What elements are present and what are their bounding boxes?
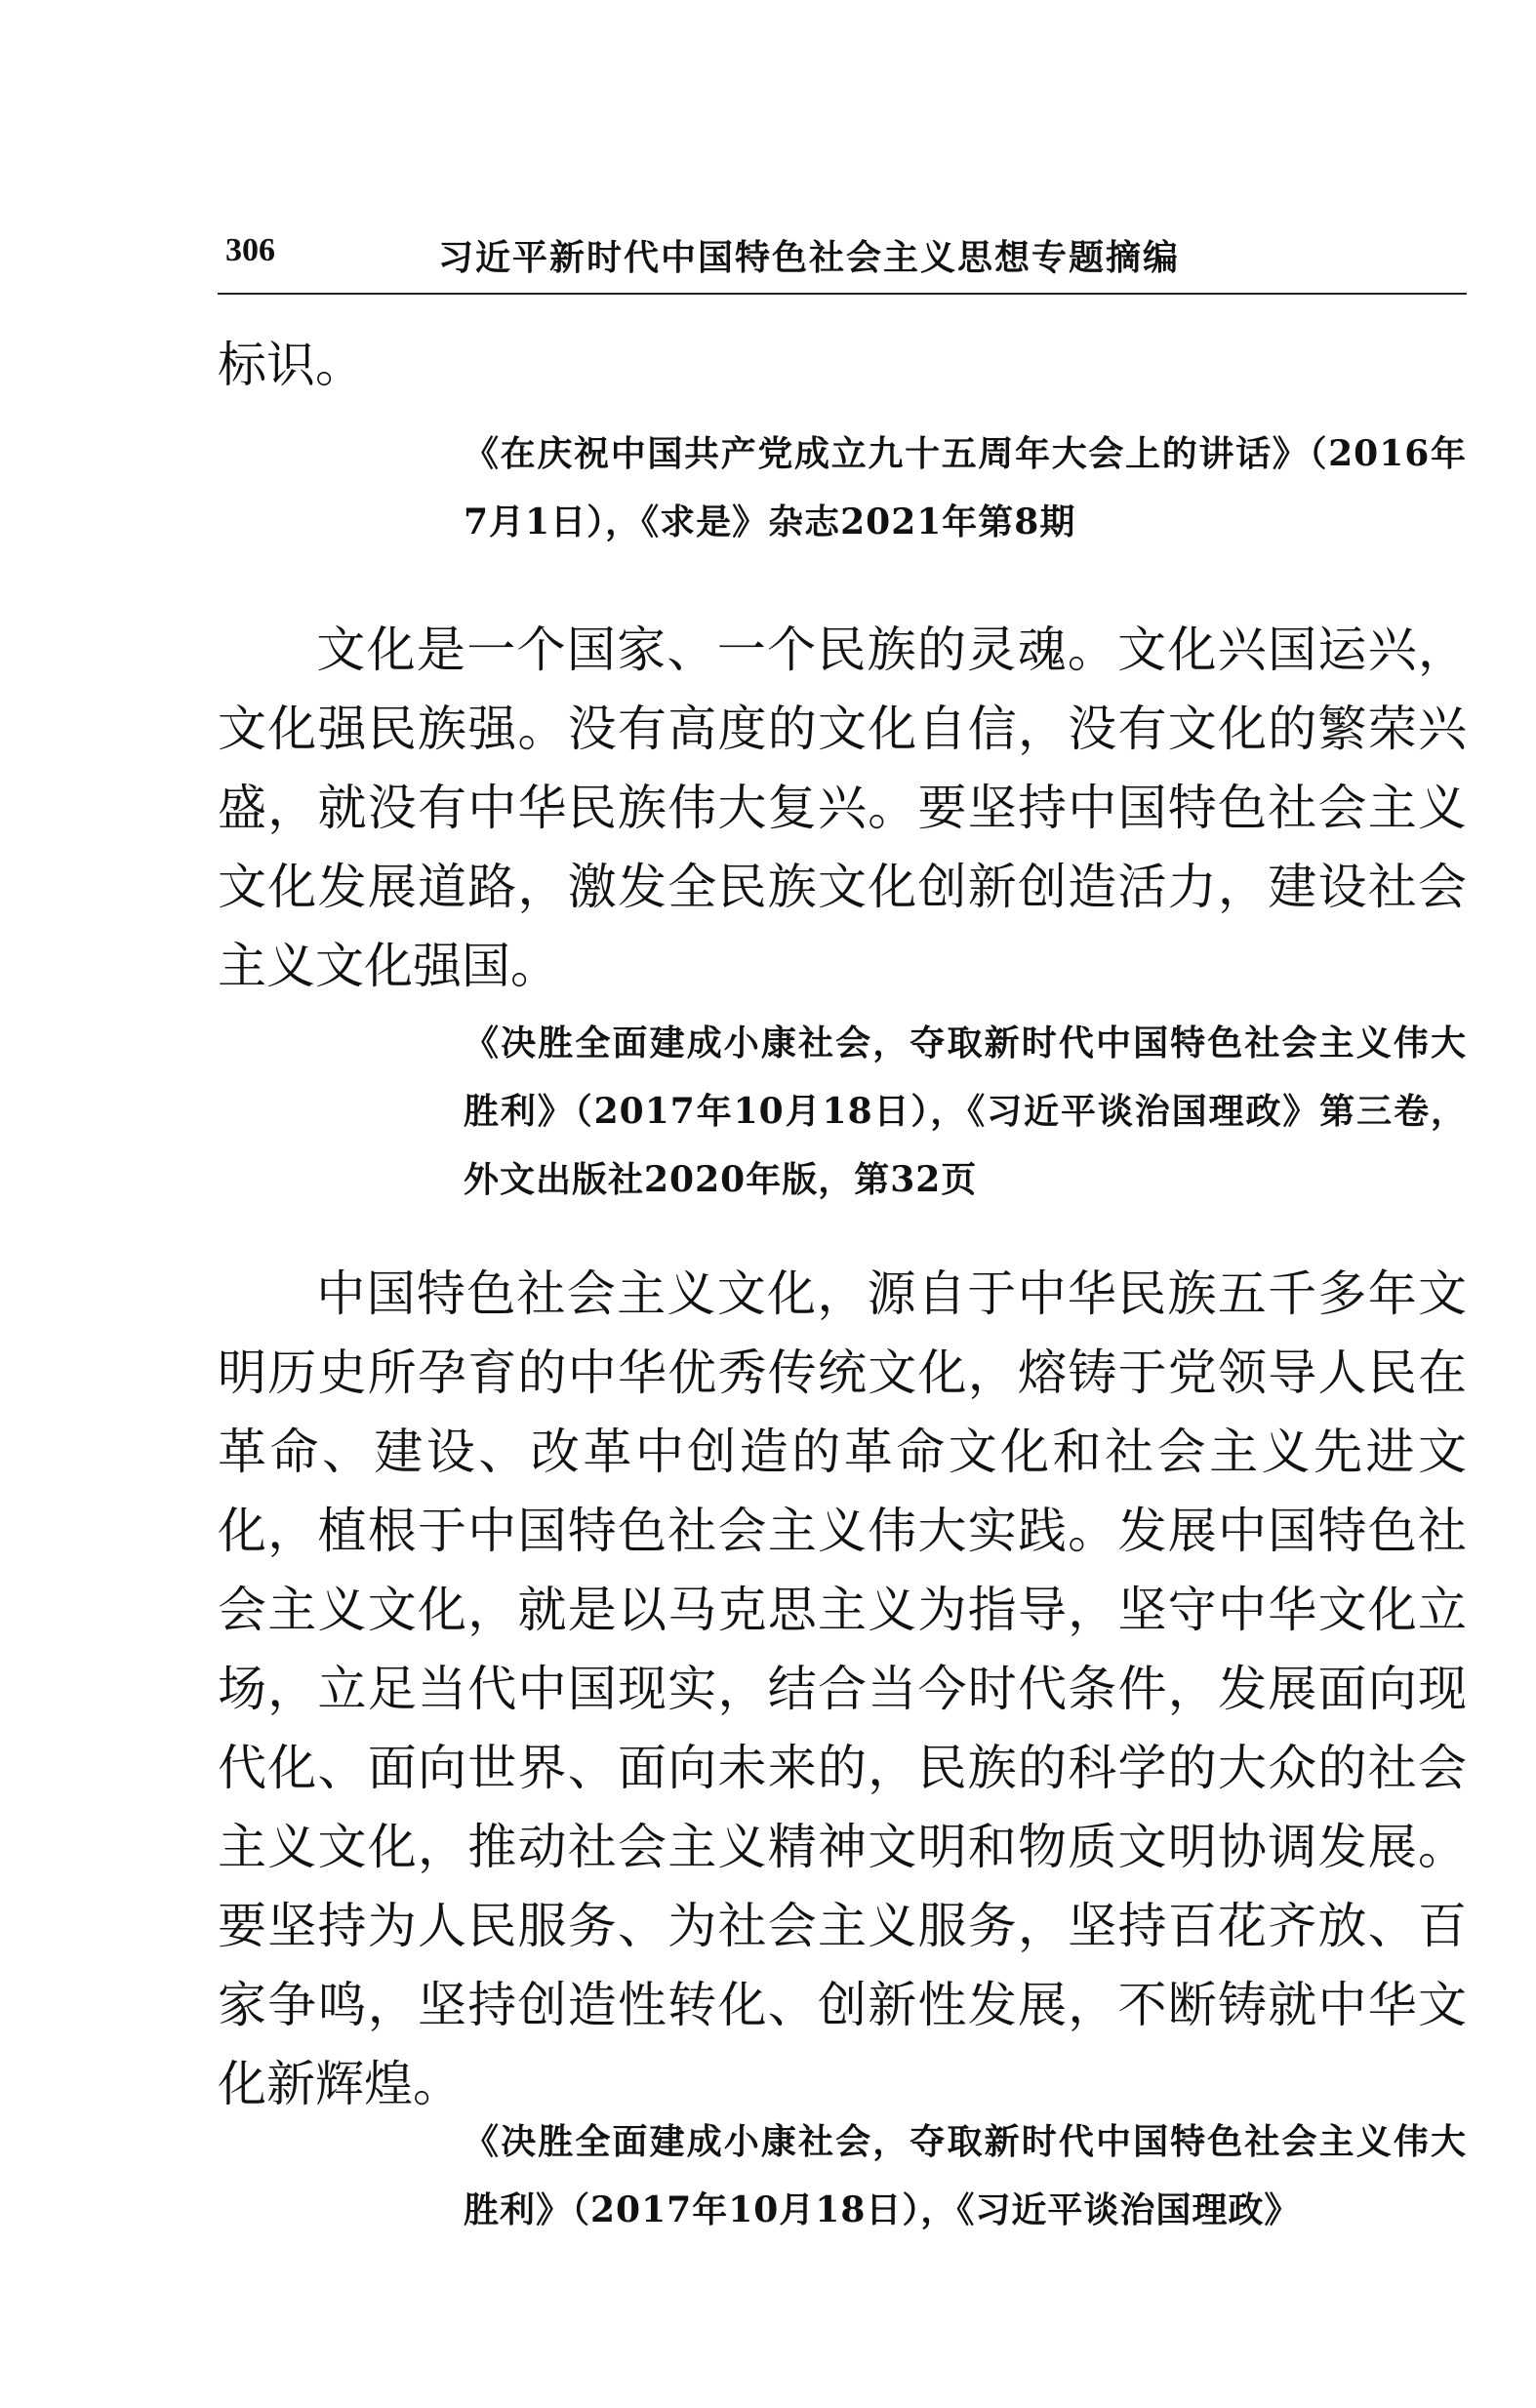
paragraph-continuation: 标识。 xyxy=(218,337,364,393)
paragraph-text: 中国特色社会主义文化，源自于中华民族五千多年文明历史所孕育的中华优秀传统文化，熔铸于党领导人民在革命、建设、改革中创造的革命文化和社会主义先进文化，植根于中国特色社会主义伟大实践。发展中国特色社会主义文化，就是以马克思主义为指导，坚守中华文化立场，立足当代中国现实，结合当今时代条件，发展面向现代化、面向世界、面向未来的，民族的科学的大众的社会主义文化，推动社会主义精神文明和物质文明协调发展。要坚持为人民服务、为社会主义服务，坚持百花齐放、百家争鸣，坚持创造性转化、创新性发展，不断铸就中华文化新辉煌。 xyxy=(218,1265,1467,2112)
source-citation-2: 《决胜全面建成小康社会，夺取新时代中国特色社会主义伟大胜利》（2017年10月18日），《习近平谈治国理政》第三卷，外文出版社2020年版，第32页 xyxy=(464,1023,1467,1200)
running-title: 习近平新时代中国特色社会主义思想专题摘编 xyxy=(438,238,1181,278)
source-citation-3: 《决胜全面建成小康社会，夺取新时代中国特色社会主义伟大胜利》（2017年10月18日），《习近平谈治国理政》 xyxy=(464,2121,1467,2230)
paragraph-text: 文化是一个国家、一个民族的灵魂。文化兴国运兴，文化强民族强。没有高度的文化自信，没有文化的繁荣兴盛，就没有中华民族伟大复兴。要坚持中国特色社会主义文化发展道路，激发全民族文化创新创造活力，建设社会主义文化强国。 xyxy=(218,622,1467,994)
page-header xyxy=(218,226,1467,295)
source-citation-1: 《在庆祝中国共产党成立九十五周年大会上的讲话》（2016年7月1日），《求是》杂志2021年第8期 xyxy=(464,433,1467,542)
page-number: 306 xyxy=(225,232,275,268)
paragraph-socialist-culture xyxy=(218,1255,1467,2124)
paragraph-culture-soul xyxy=(218,611,1467,1006)
